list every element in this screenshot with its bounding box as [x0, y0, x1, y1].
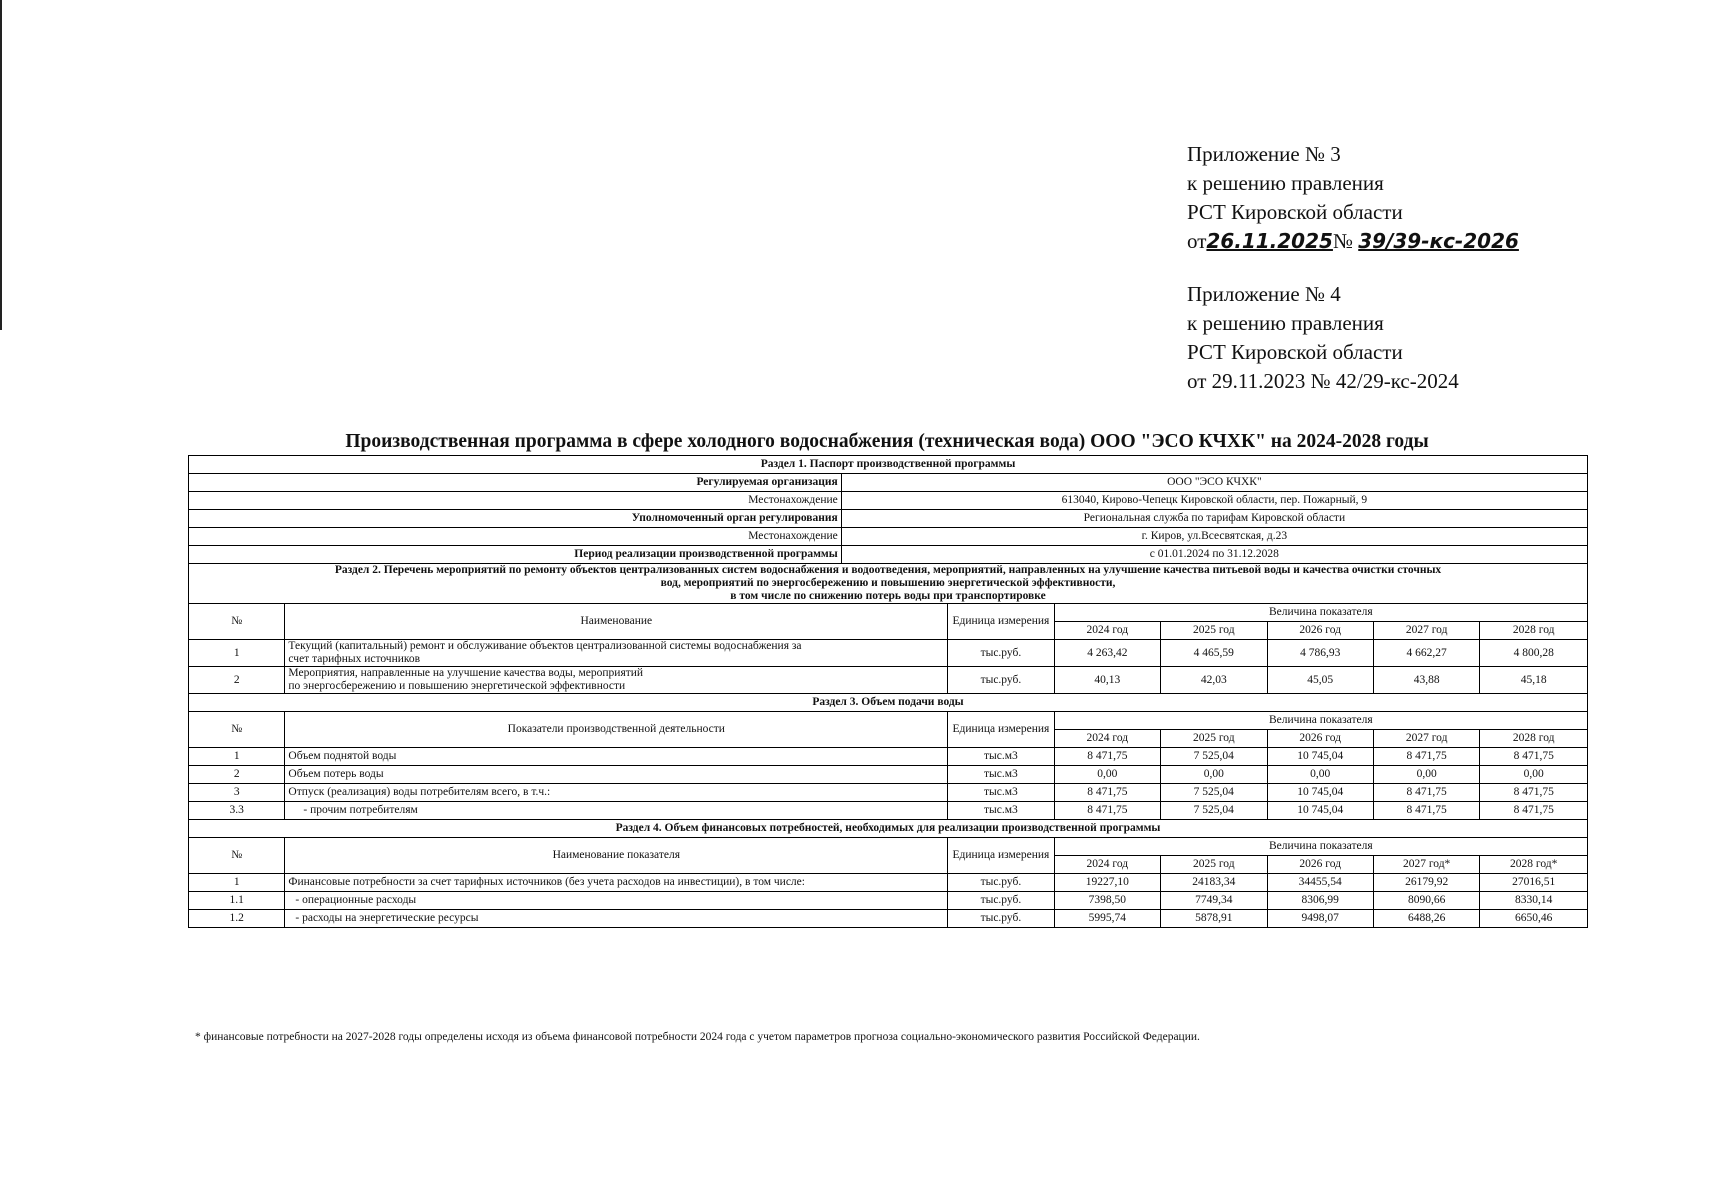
table-row	[189, 766, 1588, 784]
row-unit: тыс.м3	[948, 766, 1054, 784]
row-no: 1	[189, 874, 285, 892]
row-unit: тыс.руб.	[948, 667, 1054, 694]
row-value: 6650,46	[1480, 910, 1588, 928]
row-name-line1: Мероприятия, направленные на улучшение качества воды, мероприятий	[288, 667, 644, 679]
row-value: 45,05	[1267, 667, 1373, 694]
row-value: 7 525,04	[1161, 784, 1267, 802]
year-header: 2024 год	[1054, 622, 1160, 640]
year-header: 2027 год	[1373, 622, 1479, 640]
appendix-4-line3: РСТ Кировской области	[1187, 340, 1403, 364]
appendix-3-line2: к решению правления	[1187, 171, 1384, 195]
row-value: 0,00	[1161, 766, 1267, 784]
row-name-line2: по энергосбережению и повышению энергетической эффективности	[288, 680, 626, 692]
row-value: 4 465,59	[1161, 640, 1267, 667]
row-value: 4 662,27	[1373, 640, 1479, 667]
row-value: 8 471,75	[1480, 802, 1588, 820]
appendix-3-date: 26.11.2025	[1206, 229, 1333, 253]
year-header: 2024 год	[1054, 730, 1160, 748]
row-value: 4 800,28	[1480, 640, 1588, 667]
col-value-header: Величина показателя	[1054, 604, 1587, 622]
row-unit: тыс.руб.	[948, 640, 1054, 667]
year-header: 2028 год*	[1480, 856, 1588, 874]
row-no: 3	[189, 784, 285, 802]
appendix-4-block	[1187, 280, 1459, 396]
appendix-3-line3: РСТ Кировской области	[1187, 200, 1403, 224]
table-row	[189, 667, 1588, 694]
row-value: 8 471,75	[1480, 748, 1588, 766]
table-row	[189, 748, 1588, 766]
section4-heading-row	[189, 820, 1588, 838]
appendix-3-prefix: от	[1187, 229, 1207, 253]
passport-row	[189, 492, 1588, 510]
row-value: 8 471,75	[1054, 784, 1160, 802]
passport-value: 613040, Кирово-Чепецк Кировской области, пер. Пожарный, 9	[841, 492, 1587, 510]
row-no: 1	[189, 748, 285, 766]
program-table	[188, 455, 1588, 928]
row-value: 0,00	[1373, 766, 1479, 784]
appendix-4-line4: от 29.11.2023 № 42/29-кс-2024	[1187, 369, 1459, 393]
row-value: 27016,51	[1480, 874, 1588, 892]
passport-row	[189, 474, 1588, 492]
row-unit: тыс.руб.	[948, 910, 1054, 928]
year-header: 2026 год	[1267, 730, 1373, 748]
row-value: 8 471,75	[1480, 784, 1588, 802]
col-no-header: №	[189, 838, 285, 874]
year-header: 2025 год	[1161, 730, 1267, 748]
table-row	[189, 784, 1588, 802]
table-row	[189, 910, 1588, 928]
row-value: 8 471,75	[1054, 802, 1160, 820]
col-value-header: Величина показателя	[1054, 712, 1587, 730]
passport-label: Период реализации производственной программы	[189, 546, 842, 564]
row-value: 8306,99	[1267, 892, 1373, 910]
row-value: 8090,66	[1373, 892, 1479, 910]
row-value: 26179,92	[1373, 874, 1479, 892]
passport-value: с 01.01.2024 по 31.12.2028	[841, 546, 1587, 564]
row-value: 7749,34	[1161, 892, 1267, 910]
appendix-4-line2: к решению правления	[1187, 311, 1384, 335]
passport-row	[189, 528, 1588, 546]
row-value: 10 745,04	[1267, 784, 1373, 802]
appendix-3-line4	[1187, 227, 1519, 256]
appendix-4-line1: Приложение № 4	[1187, 282, 1341, 306]
row-value: 8 471,75	[1373, 802, 1479, 820]
year-header: 2028 год	[1480, 622, 1588, 640]
passport-value: г. Киров, ул.Всесвятская, д.23	[841, 528, 1587, 546]
col-unit-header: Единица измерения	[948, 604, 1054, 640]
row-value: 0,00	[1054, 766, 1160, 784]
year-header: 2026 год	[1267, 856, 1373, 874]
section3-heading: Раздел 3. Объем подачи воды	[189, 694, 1588, 712]
col-name-header: Показатели производственной деятельности	[285, 712, 948, 748]
row-value: 40,13	[1054, 667, 1160, 694]
row-value: 8 471,75	[1373, 748, 1479, 766]
section2-header-row	[189, 604, 1588, 622]
document-title: Производственная программа в сфере холодного водоснабжения (техническая вода) ООО "ЭСО КЧХК" на 2024-2028 годы	[345, 431, 1429, 452]
section2-heading	[189, 564, 1588, 604]
footnote: * финансовые потребности на 2027-2028 годы определены исходя из объема финансовой потребности 2024 года с учетом параметров прогноза социально-экономического развития Российской Федерации.	[195, 1031, 1200, 1043]
year-header: 2025 год	[1161, 622, 1267, 640]
section4-heading: Раздел 4. Объем финансовых потребностей, необходимых для реализации производственной программы	[189, 820, 1588, 838]
col-no-header: №	[189, 712, 285, 748]
row-name: - расходы на энергетические ресурсы	[285, 910, 948, 928]
section3-heading-row	[189, 694, 1588, 712]
passport-row	[189, 510, 1588, 528]
row-value: 7398,50	[1054, 892, 1160, 910]
year-header: 2028 год	[1480, 730, 1588, 748]
row-value: 9498,07	[1267, 910, 1373, 928]
row-value: 6488,26	[1373, 910, 1479, 928]
row-name-line1: Текущий (капитальный) ремонт и обслуживание объектов централизованной системы водоснабжения за	[288, 640, 802, 652]
row-value: 43,88	[1373, 667, 1479, 694]
row-name-line2: счет тарифных источников	[288, 653, 421, 665]
row-no: 2	[189, 766, 285, 784]
table-row	[189, 640, 1588, 667]
row-value: 8 471,75	[1054, 748, 1160, 766]
row-no: 1.2	[189, 910, 285, 928]
col-name-header: Наименование показателя	[285, 838, 948, 874]
section2-heading-row	[189, 564, 1588, 604]
passport-value: Региональная служба по тарифам Кировской области	[841, 510, 1587, 528]
year-header: 2027 год	[1373, 730, 1479, 748]
year-header: 2024 год	[1054, 856, 1160, 874]
row-no: 1.1	[189, 892, 285, 910]
section3-header-row	[189, 712, 1588, 730]
section1-heading-row	[189, 456, 1588, 474]
row-value: 8330,14	[1480, 892, 1588, 910]
table-row	[189, 874, 1588, 892]
row-value: 0,00	[1267, 766, 1373, 784]
row-unit: тыс.руб.	[948, 892, 1054, 910]
passport-label: Местонахождение	[189, 492, 842, 510]
appendix-3-num-sign: №	[1332, 229, 1353, 253]
row-unit: тыс.руб.	[948, 874, 1054, 892]
passport-label: Местонахождение	[189, 528, 842, 546]
section1-heading: Раздел 1. Паспорт производственной программы	[189, 456, 1588, 474]
row-name: Финансовые потребности за счет тарифных источников (без учета расходов на инвестиции), в том числе:	[285, 874, 948, 892]
row-name: Объем поднятой воды	[285, 748, 948, 766]
row-value: 4 786,93	[1267, 640, 1373, 667]
row-no: 1	[189, 640, 285, 667]
appendix-3-block	[1187, 140, 1519, 256]
col-no-header: №	[189, 604, 285, 640]
section4-header-row	[189, 838, 1588, 856]
row-no: 3.3	[189, 802, 285, 820]
section2-heading-line2: вод, мероприятий по энергосбережению и повышению энергетической эффективности,	[660, 577, 1116, 589]
row-value: 19227,10	[1054, 874, 1160, 892]
row-value: 7 525,04	[1161, 802, 1267, 820]
row-name	[285, 667, 948, 694]
row-value: 24183,34	[1161, 874, 1267, 892]
year-header: 2026 год	[1267, 622, 1373, 640]
row-value: 10 745,04	[1267, 748, 1373, 766]
row-unit: тыс.м3	[948, 784, 1054, 802]
passport-label: Регулируемая организация	[189, 474, 842, 492]
row-unit: тыс.м3	[948, 802, 1054, 820]
year-header: 2027 год*	[1373, 856, 1479, 874]
row-value: 5995,74	[1054, 910, 1160, 928]
row-no: 2	[189, 667, 285, 694]
row-value: 7 525,04	[1161, 748, 1267, 766]
row-value: 42,03	[1161, 667, 1267, 694]
row-unit: тыс.м3	[948, 748, 1054, 766]
row-value: 45,18	[1480, 667, 1588, 694]
row-value: 5878,91	[1161, 910, 1267, 928]
passport-value: ООО "ЭСО КЧХК"	[841, 474, 1587, 492]
row-name: - операционные расходы	[285, 892, 948, 910]
appendix-3-number: 39/39-кс-2026	[1358, 229, 1519, 253]
row-name	[285, 640, 948, 667]
scan-edge-mark	[0, 0, 2, 330]
col-unit-header: Единица измерения	[948, 712, 1054, 748]
row-value: 8 471,75	[1373, 784, 1479, 802]
passport-label: Уполномоченный орган регулирования	[189, 510, 842, 528]
col-name-header: Наименование	[285, 604, 948, 640]
row-name: - прочим потребителям	[285, 802, 948, 820]
row-value: 4 263,42	[1054, 640, 1160, 667]
section2-heading-line1: Раздел 2. Перечень мероприятий по ремонту объектов централизованных систем водоснабжения и водоотведения, мероприятий, направленных на улучшение качества питьевой воды и качества очистки сточных	[334, 564, 1442, 576]
appendix-3-line1: Приложение № 3	[1187, 142, 1341, 166]
row-value: 10 745,04	[1267, 802, 1373, 820]
section2-heading-line3: в том числе по снижению потерь воды при транспортировке	[730, 590, 1046, 602]
table-row	[189, 892, 1588, 910]
row-value: 34455,54	[1267, 874, 1373, 892]
passport-row	[189, 546, 1588, 564]
row-value: 0,00	[1480, 766, 1588, 784]
col-value-header: Величина показателя	[1054, 838, 1587, 856]
table-row	[189, 802, 1588, 820]
col-unit-header: Единица измерения	[948, 838, 1054, 874]
row-name: Объем потерь воды	[285, 766, 948, 784]
row-name: Отпуск (реализация) воды потребителям всего, в т.ч.:	[285, 784, 948, 802]
year-header: 2025 год	[1161, 856, 1267, 874]
